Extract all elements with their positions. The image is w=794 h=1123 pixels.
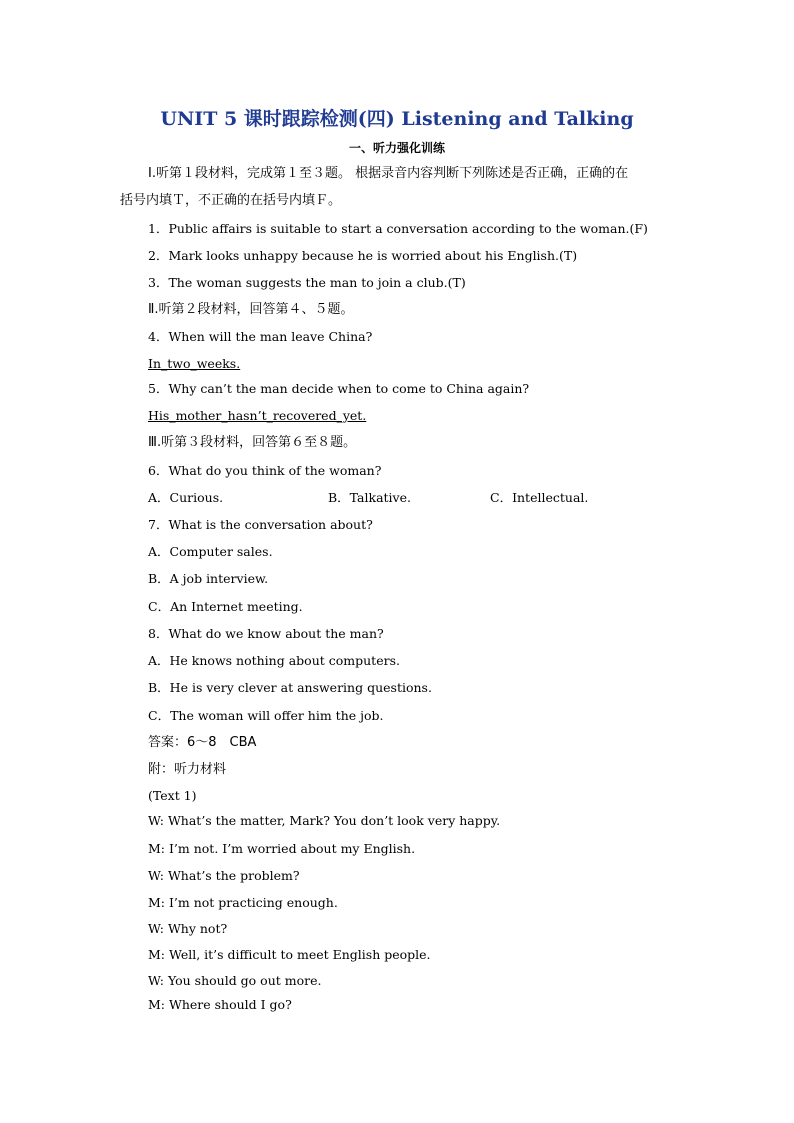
question-7: 7．What is the conversation about?	[148, 517, 373, 532]
q8-option-c: C．The woman will offer him the job.	[148, 708, 384, 723]
page-title: UNIT 5 课时跟踪检测(四) Listening and Talking	[160, 108, 634, 130]
appendix-label: 附：听力材料	[148, 762, 227, 777]
question-3: 3．The woman suggests the man to join a club.(T)	[148, 275, 466, 290]
q6-option-c: C．Intellectual.	[490, 490, 589, 505]
dialogue-line: W: Why not?	[148, 921, 228, 936]
dialogue-line: W: What’s the problem?	[148, 868, 300, 883]
q7-option-c: C．An Internet meeting.	[148, 599, 303, 614]
q7-option-b: B．A job interview.	[148, 571, 269, 586]
q7-option-a: A．Computer sales.	[148, 544, 273, 559]
question-2: 2．Mark looks unhappy because he is worried about his English.(T)	[148, 248, 578, 263]
section2-instruction: Ⅱ.听第２段材料，回答第４、５题。	[148, 302, 354, 317]
answer-5: His_mother_hasn’t_recovered_yet.	[148, 408, 367, 423]
dialogue-line: M: Well, it’s difficult to meet English people.	[148, 947, 431, 962]
dialogue-line: M: I’m not. I’m worried about my English.	[148, 841, 416, 856]
text1-label: (Text 1)	[148, 788, 197, 803]
q6-option-a: A．Curious.	[148, 490, 224, 505]
q8-option-a: A．He knows nothing about computers.	[148, 653, 400, 668]
question-1: 1．Public affairs is suitable to start a conversation according to the woman.(F)	[148, 221, 648, 236]
section1-instruction-line1: Ⅰ.听第１段材料，完成第１至３题。 根据录音内容判断下列陈述是否正确，正确的在	[148, 166, 629, 181]
question-6: 6．What do you think of the woman?	[148, 463, 382, 478]
dialogue-line: W: You should go out more.	[148, 973, 322, 988]
dialogue-line: M: Where should I go?	[148, 997, 292, 1012]
dialogue-line: W: What’s the matter, Mark? You don’t look very happy.	[148, 813, 501, 828]
section-heading: 一、听力强化训练	[348, 141, 445, 155]
question-5: 5．Why can’t the man decide when to come to China again?	[148, 381, 530, 396]
answer-key: 答案：6～8 CBA	[148, 735, 257, 750]
question-4: 4．When will the man leave China?	[148, 329, 373, 344]
section3-instruction: Ⅲ.听第３段材料，回答第６至８题。	[148, 435, 357, 450]
answer-4: In_two_weeks.	[148, 356, 241, 371]
q8-option-b: B．He is very clever at answering questions.	[148, 680, 432, 695]
dialogue-line: M: I’m not practicing enough.	[148, 895, 338, 910]
question-8: 8．What do we know about the man?	[148, 626, 384, 641]
q6-option-b: B．Talkative.	[328, 490, 411, 505]
section1-instruction-line2: 括号内填Ｔ，不正确的在括号内填Ｆ。	[120, 193, 342, 208]
